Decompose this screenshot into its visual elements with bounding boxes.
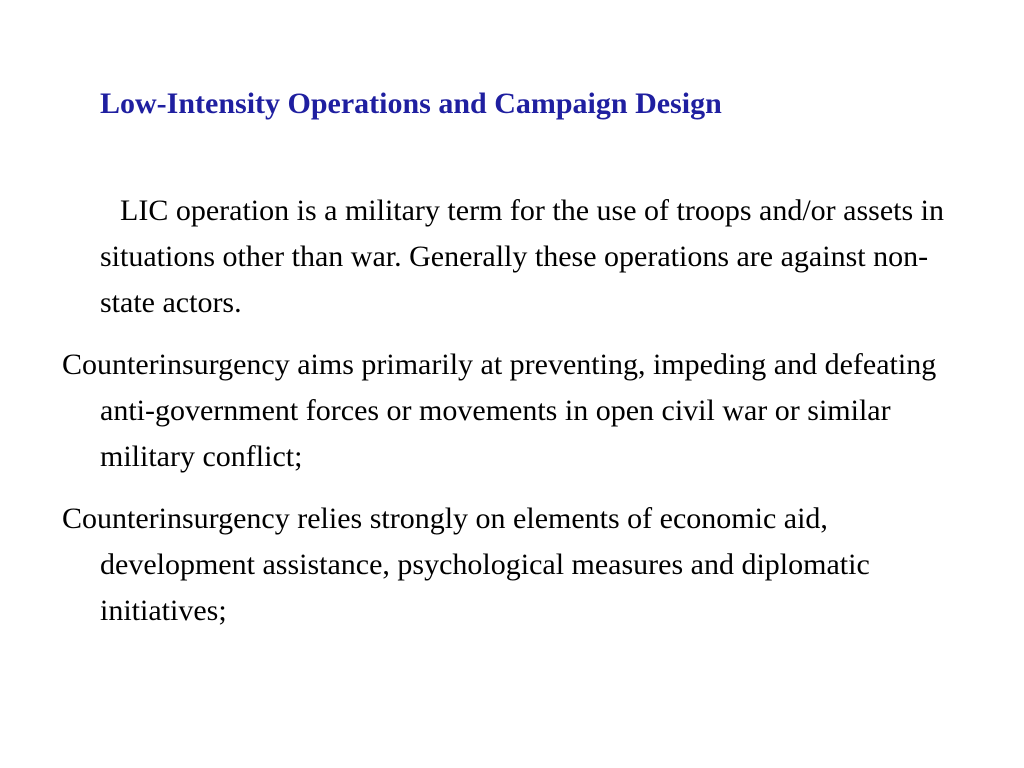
slide-title: Low-Intensity Operations and Campaign Design <box>100 87 722 120</box>
paragraph-lic-definition: LIC operation is a military term for the use of troops and/or assets in situations other than war. Generally these operations are against non-state actors. <box>100 194 944 319</box>
slide-body <box>62 188 962 634</box>
paragraph-counterinsurgency-aims: Counterinsurgency aims primarily at preventing, impeding and defeating anti-government forces or movements in open civil war or similar military conflict; <box>62 348 937 473</box>
paragraph-counterinsurgency-relies: Counterinsurgency relies strongly on elements of economic aid, development assistance, psychological measures and diplomatic initiatives; <box>62 502 870 627</box>
